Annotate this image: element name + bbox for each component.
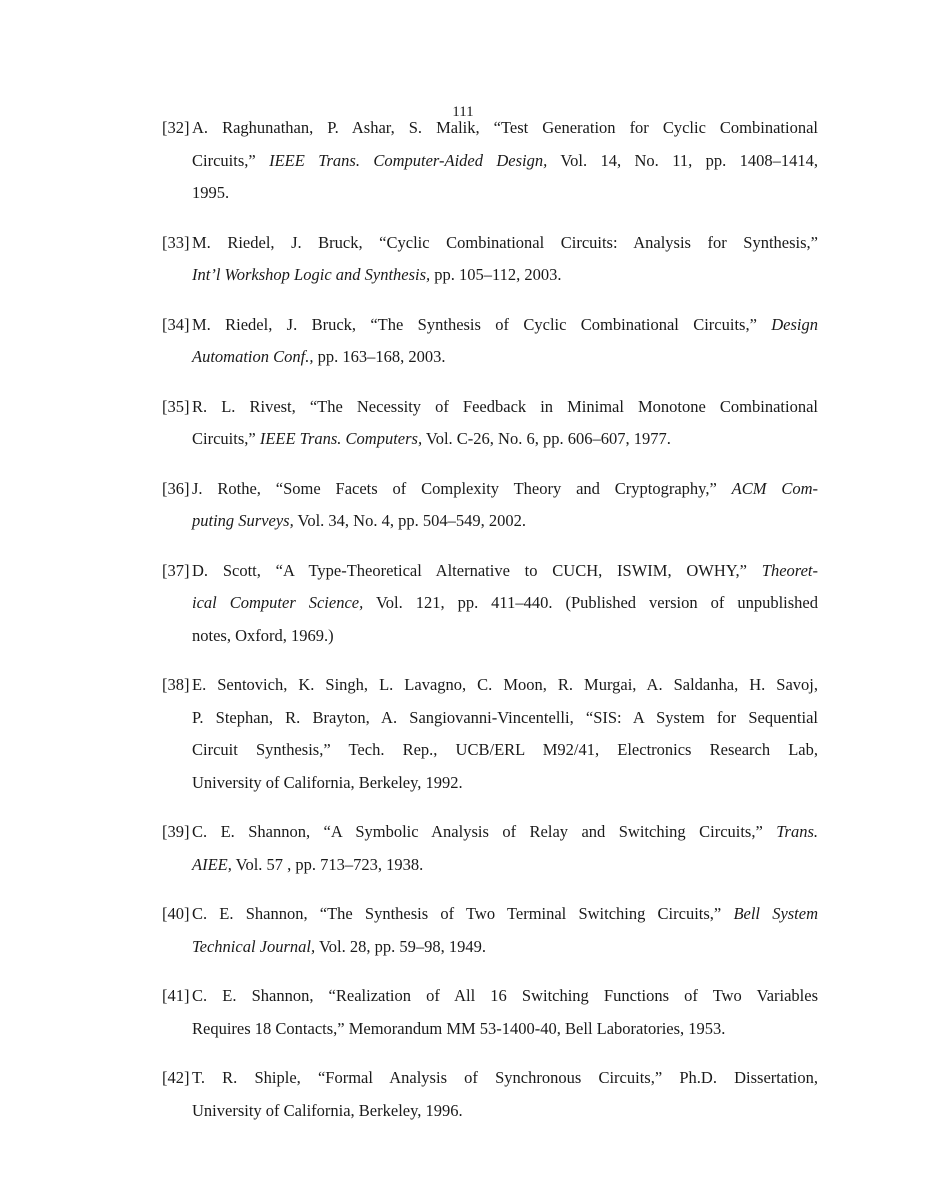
reference-line [192, 555, 818, 588]
reference-entry [162, 1062, 818, 1127]
reference-segment: Circuit Synthesis,” Tech. Rep., UCB/ERL M92/41, Electronics Research Lab, [192, 740, 818, 759]
reference-venue: Design [771, 314, 818, 334]
reference-venue: Bell System [733, 904, 819, 923]
reference-line [192, 980, 818, 1013]
reference-label: [39] [162, 822, 190, 841]
reference-label: [35] [162, 396, 190, 416]
reference-segment: Circuits,” [192, 150, 270, 170]
reference-line [192, 931, 818, 964]
reference-text [192, 112, 818, 210]
reference-line [192, 259, 818, 292]
reference-segment: pp. 105–112, 2003. [430, 265, 562, 284]
reference-segment: University of California, Berkeley, 1992. [192, 772, 463, 792]
reference-entry [162, 473, 818, 538]
reference-line [192, 849, 818, 882]
reference-line [192, 702, 818, 735]
reference-line [192, 227, 818, 260]
reference-segment: C. E. Shannon, “The Synthesis of Two Terminal Switching Circuits,” [192, 904, 734, 923]
reference-line [192, 898, 818, 931]
reference-segment: Vol. 14, No. 11, pp. 1408–1414, [547, 150, 818, 170]
reference-text [192, 1062, 818, 1127]
reference-text [192, 555, 818, 653]
reference-segment: C. E. Shannon, “Realization of All 16 Switching Functions of Two Variables [192, 986, 818, 1005]
reference-segment: T. R. Shiple, “Formal Analysis of Synchronous Circuits,” Ph.D. Dissertation, [192, 1068, 818, 1087]
reference-entry [162, 816, 818, 881]
reference-segment: P. Stephan, R. Brayton, A. Sangiovanni-Vincentelli, “SIS: A System for Sequential [192, 707, 818, 727]
reference-label: [38] [162, 675, 190, 694]
reference-segment: Circuits,” [192, 429, 260, 448]
reference-segment: 1995. [192, 183, 230, 202]
reference-segment: Vol. 57 , pp. 713–723, 1938. [231, 854, 424, 874]
reference-line [192, 177, 818, 210]
reference-text [192, 669, 818, 799]
reference-entry [162, 309, 818, 374]
reference-line [192, 1095, 818, 1128]
reference-segment: Vol. 28, pp. 59–98, 1949. [315, 936, 486, 956]
reference-entry [162, 227, 818, 292]
reference-line [192, 473, 818, 506]
reference-entry [162, 555, 818, 653]
reference-text [192, 816, 818, 881]
reference-line [192, 587, 818, 620]
reference-list [162, 112, 818, 1127]
reference-label: [37] [162, 560, 190, 580]
reference-entry [162, 112, 818, 210]
reference-segment: R. L. Rivest, “The Necessity of Feedback in Minimal Monotone Combinational [192, 396, 818, 416]
reference-text [192, 473, 818, 538]
reference-line [192, 391, 818, 424]
reference-text [192, 227, 818, 292]
reference-line [192, 734, 818, 767]
reference-segment: Requires 18 Contacts,” Memorandum MM 53-1400-40, Bell Laboratories, 1953. [192, 1018, 726, 1038]
reference-segment: Vol. 34, No. 4, pp. 504–549, 2002. [293, 511, 526, 530]
reference-text [192, 898, 818, 963]
reference-line [192, 145, 818, 178]
reference-segment: J. Rothe, “Some Facets of Complexity Theory and Cryptography,” [192, 478, 732, 498]
reference-venue: ACM Com- [731, 478, 818, 498]
reference-entry [162, 980, 818, 1045]
reference-line [192, 816, 818, 849]
reference-venue: Automation Conf., [192, 347, 314, 366]
reference-line [192, 309, 818, 342]
reference-line [192, 112, 818, 145]
reference-entry [162, 898, 818, 963]
reference-label: [41] [162, 986, 190, 1005]
reference-venue: Technical Journal, [192, 936, 316, 956]
reference-venue: ical Computer Science, [192, 593, 364, 612]
reference-text [192, 309, 818, 374]
reference-line [192, 505, 818, 538]
reference-label: [33] [162, 232, 190, 252]
page-number: 111 [452, 104, 474, 120]
reference-line [192, 1062, 818, 1095]
reference-line [192, 1013, 818, 1046]
reference-segment: Vol. 121, pp. 411–440. (Published version of unpublished [363, 593, 819, 612]
reference-segment: E. Sentovich, K. Singh, L. Lavagno, C. Moon, R. Murgai, A. Saldanha, H. Savoj, [192, 675, 818, 694]
reference-venue: Int’l Workshop Logic and Synthesis, [192, 265, 431, 284]
reference-line [192, 620, 818, 653]
reference-venue: Trans. [776, 822, 818, 841]
reference-entry [162, 669, 818, 799]
reference-segment: University of California, Berkeley, 1996. [192, 1100, 463, 1120]
reference-segment: A. Raghunathan, P. Ashar, S. Malik, “Test Generation for Cyclic Combinational [192, 118, 818, 137]
reference-segment: M. Riedel, J. Bruck, “The Synthesis of Cyclic Combinational Circuits,” [192, 314, 772, 334]
reference-segment: D. Scott, “A Type-Theoretical Alternative to CUCH, ISWIM, OWHY,” [192, 560, 762, 580]
reference-label: [42] [162, 1068, 190, 1087]
reference-venue: puting Surveys, [192, 511, 294, 530]
reference-segment: notes, Oxford, 1969.) [192, 625, 334, 645]
reference-segment: Vol. C-26, No. 6, pp. 606–607, 1977. [422, 429, 671, 448]
reference-label: [32] [162, 118, 190, 137]
reference-entry [162, 391, 818, 456]
reference-segment: M. Riedel, J. Bruck, “Cyclic Combinational Circuits: Analysis for Synthesis,” [192, 232, 818, 252]
reference-venue: AIEE, [192, 854, 232, 874]
reference-segment: C. E. Shannon, “A Symbolic Analysis of Relay and Switching Circuits,” [192, 822, 777, 841]
reference-label: [34] [162, 314, 190, 334]
reference-line [192, 423, 818, 456]
reference-label: [40] [162, 904, 190, 923]
reference-line [192, 669, 818, 702]
reference-text [192, 980, 818, 1045]
reference-venue: Theoret- [761, 560, 818, 580]
reference-label: [36] [162, 478, 190, 498]
reference-venue: IEEE Trans. Computer-Aided Design, [269, 150, 548, 170]
reference-line [192, 767, 818, 800]
reference-text [192, 391, 818, 456]
reference-venue: IEEE Trans. Computers, [259, 429, 423, 448]
reference-segment: pp. 163–168, 2003. [313, 347, 446, 366]
reference-line [192, 341, 818, 374]
